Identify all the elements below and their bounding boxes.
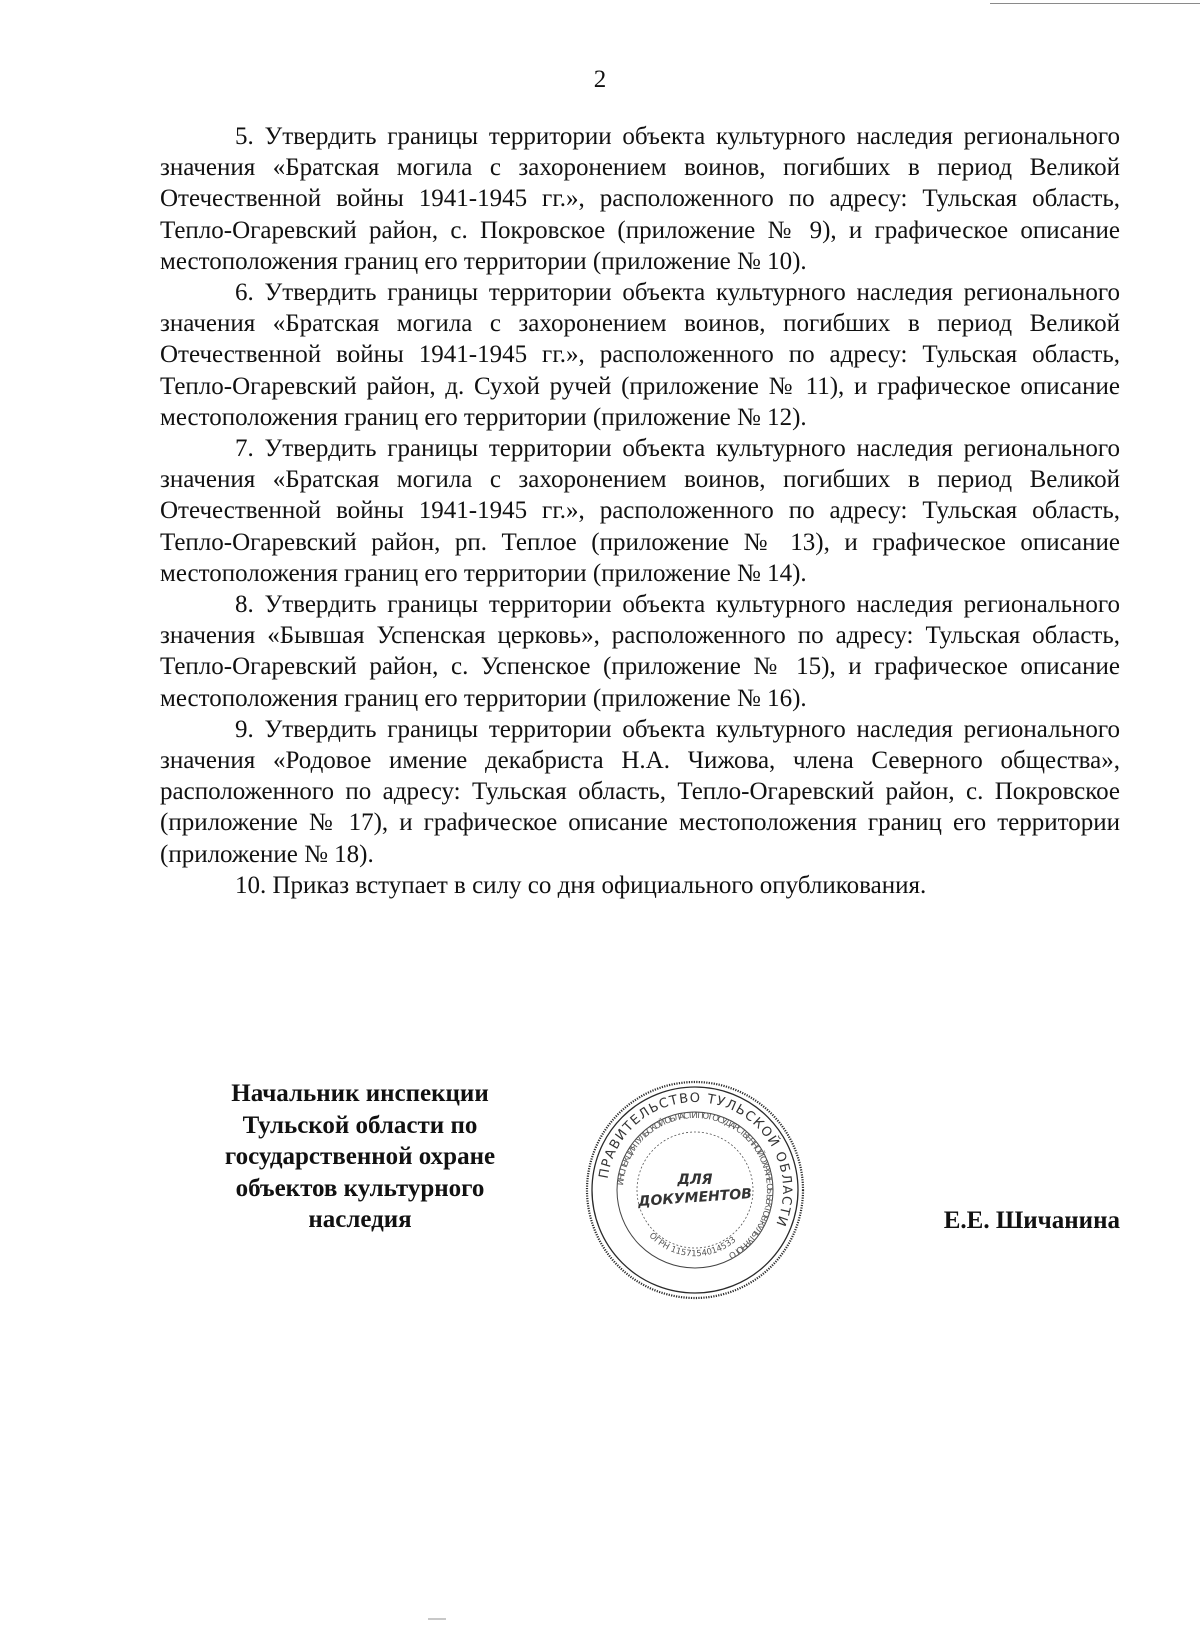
paragraph-8: 8. Утвердить границы территории объекта культурного наследия регионального значения «Бывшая Успенская церковь», расположенного по адресу: Тульская область, Тепло-Огаревский район, с. Успенское (приложение № 15), и графическое описание местоположения границ его территории (приложение № 16). [160,591,1120,712]
seal-ogrn-text: ОГРН 1157154014533 [646,1230,739,1260]
signatory-position-line: наследия [308,1206,412,1233]
seal-inner-text: ИНСПЕКЦИЯ ТУЛЬСКОЙ ОБЛАСТИ ПО ГОСУДАРСТВЕННОЙ ОХРАНЕ ОБЪЕКТОВ КУЛЬТУРНОГО [616,1110,775,1261]
signatory-position-line: объектов культурного [235,1174,485,1202]
paragraph-6: 6. Утвердить границы территории объекта культурного наследия регионального значения «Братская могила с захоронением воинов, погибших в период Великой Отечественной войны 1941-1945 гг.», расположенного по адресу: Тульская область, Тепло-Огаревский район, д. Сухой ручей (приложение № 11), и графическое описание местоположения границ его территории (приложение № 12). [160,279,1120,431]
signatory-position-line: Тульской области по [242,1111,478,1139]
seal-graphic [583,1078,807,1302]
signatory-position [190,1078,530,1236]
paragraph-10: 10. Приказ вступает в силу со дня официального опубликования. [235,871,927,899]
page-number: 2 [593,66,607,93]
seal-outer-text: ПРАВИТЕЛЬСТВО ТУЛЬСКОЙ ОБЛАСТИ [596,1090,795,1228]
paragraph-5: 5. Утвердить границы территории объекта культурного наследия регионального значения «Братская могила с захоронением воинов, погибших в период Великой Отечественной войны 1941-1945 гг.», расположенного по адресу: Тульская область, Тепло-Огаревский район, с. Покровское (приложение № 9), и графическое описание местоположения границ его территории (приложение № 10). [160,123,1120,275]
seal-center-line1: ДЛЯ [677,1172,713,1188]
seal-center-line2: ДОКУМЕНТОВ [637,1186,753,1210]
order-body [160,121,1120,901]
signatory-position-line: государственной охране [224,1143,496,1170]
signatory-position-line: Начальник инспекции [231,1080,489,1107]
scan-artifact-mark [428,1618,446,1620]
official-seal [583,1078,807,1302]
signatory-name: Е.Е. Шичанина [943,1207,1120,1234]
paragraph-7: 7. Утвердить границы территории объекта культурного наследия регионального значения «Братская могила с захоронением воинов, погибших в период Великой Отечественной войны 1941-1945 гг.», расположенного по адресу: Тульская область, Тепло-Огаревский район, рп. Теплое (приложение № 13), и графическое описание местоположения границ его территории (приложение № 14). [160,435,1120,587]
top-edge-line [990,3,1200,4]
paragraph-9: 9. Утвердить границы территории объекта культурного наследия регионального значения «Родовое имение декабриста Н.А. Чижова, члена Северного общества», расположенного по адресу: Тульская область, Тепло-Огаревский район, с. Покровское (приложение № 17), и графическое описание местоположения границ его территории (приложение № 18). [160,715,1120,868]
